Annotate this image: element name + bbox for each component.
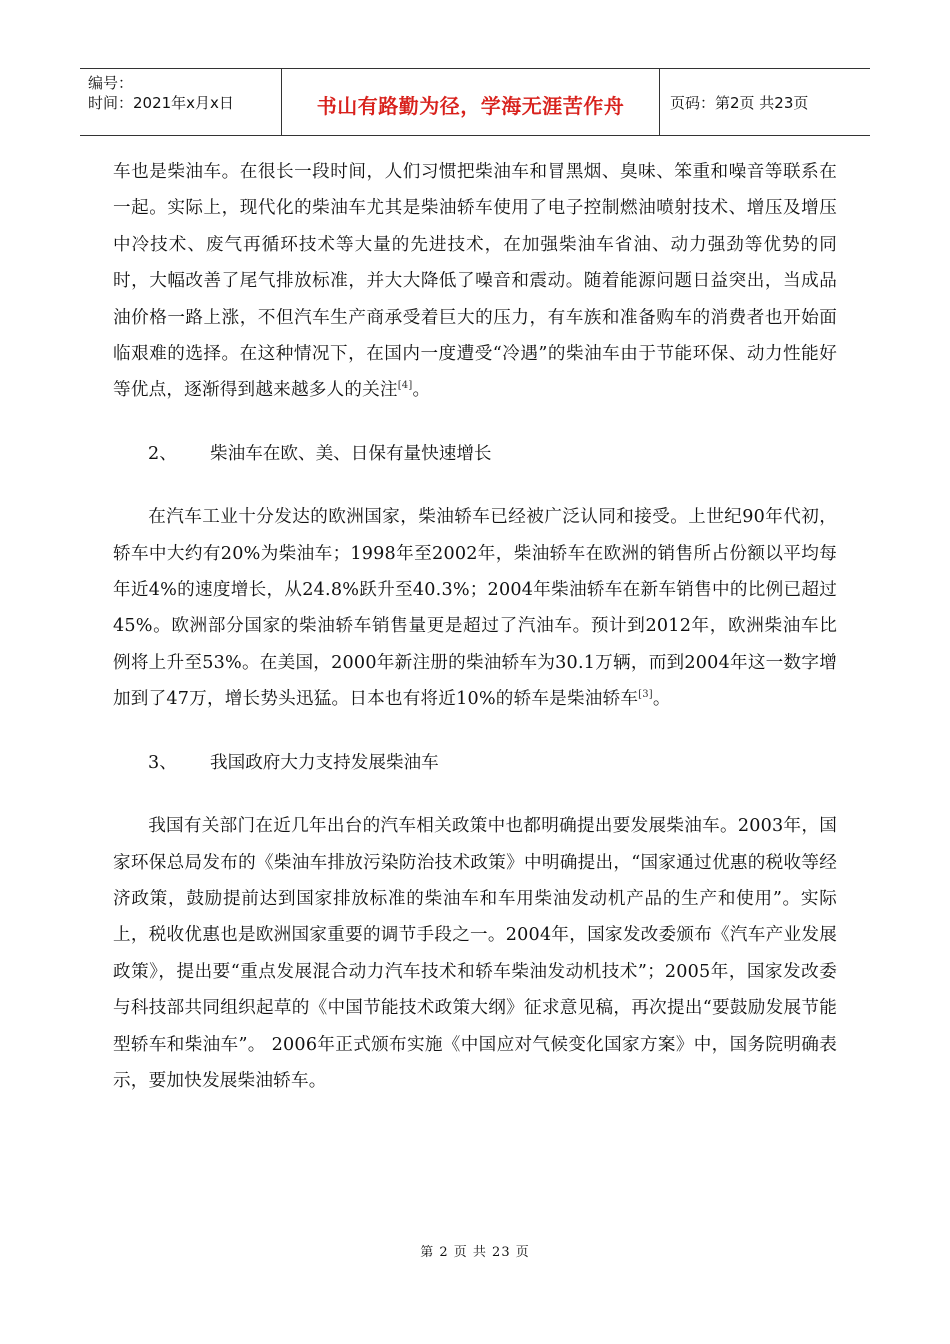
paragraph-3-text: 我国有关部门在近几年出台的汽车相关政策中也都明确提出要发展柴油车。2003年，国家环保总局发布的《柴油车排放污染防治技术政策》中明确提出，“国家通过优惠的税收等经济政策，鼓励提前达到国家排放标准的柴油车和车用柴油发动机产品的生产和使用”。实际上，税收优惠也是欧洲国家重要的调节手段之一。2004年，国家发改委颁布《汽车产业发展政策》，提出要“重点发展混合动力汽车技术和轿车柴油发动机技术”；2005年，国家发改委与科技部共同组织起草的《中国节能技术政策大纲》征求意见稿，再次提出“要鼓励发展节能型轿车和柴油车”。 2006年正式颁布实施《中国应对气候变化国家方案》中，国务院明确表示，要加快发展柴油轿车。 <box>113 816 837 1091</box>
paragraph-2-text: 在汽车工业十分发达的欧洲国家，柴油轿车已经被广泛认同和接受。上世纪90年代初，轿车中大约有20%为柴油车；1998年至2002年，柴油轿车在欧洲的销售所占份额以平均每年近4%的速度增长，从24.8%跃升至40.3%；2004年柴油轿车在新车销售中的比例已超过45%。欧洲部分国家的柴油轿车销售量更是超过了汽油车。预计到2012年，欧洲柴油车比例将上升至53%。在美国，2000年新注册的柴油轿车为30.1万辆，而到2004年这一数字增加到了47万，增长势头迅猛。日本也有将近10%的轿车是柴油轿车 <box>113 507 837 710</box>
page-header <box>80 68 870 136</box>
paragraph-2-end: 。 <box>652 689 671 710</box>
page-footer: 第 2 页 共 23 页 <box>420 1245 530 1260</box>
paragraph-1-text: 车也是柴油车。在很长一段时间，人们习惯把柴油车和冒黑烟、臭味、笨重和噪音等联系在一起。实际上，现代化的柴油车尤其是柴油轿车使用了电子控制燃油喷射技术、增压及增压中冷技术、废气再循环技术等大量的先进技术，在加强柴油车省油、动力强劲等优势的同时，大幅改善了尾气排放标准，并大大降低了噪音和震动。随着能源问题日益突出，当成品油价格一路上涨，不但汽车生产商承受着巨大的压力，有车族和准备购车的消费者也开始面临艰难的选择。在这种情况下，在国内一度遭受“冷遇”的柴油车由于节能环保、动力性能好等优点，逐渐得到越来越多人的关注 <box>113 162 837 401</box>
section-heading-3 <box>113 745 837 781</box>
section-number: 3、 <box>148 752 177 773</box>
paragraph-1-end: 。 <box>412 380 431 401</box>
citation-ref-4[interactable]: [4] <box>397 380 413 392</box>
section-title: 柴油车在欧、美、日保有量快速增长 <box>210 443 492 464</box>
section-title: 我国政府大力支持发展柴油车 <box>210 752 439 773</box>
header-meta-cell <box>80 69 282 135</box>
document-body <box>113 154 837 1099</box>
section-heading-2 <box>113 436 837 472</box>
citation-ref-3[interactable]: [3] <box>638 689 653 701</box>
header-motto: 书山有路勤为径，学海无涯苦作舟 <box>316 93 625 118</box>
header-code-label: 编号： <box>88 74 134 92</box>
header-page-cell <box>660 69 870 135</box>
section-number: 2、 <box>148 443 177 464</box>
paragraph-2 <box>113 499 837 717</box>
header-page-label: 页码：第2页 共23页 <box>670 93 809 112</box>
paragraph-1 <box>113 154 837 409</box>
paragraph-3 <box>113 808 837 1099</box>
header-motto-cell <box>282 69 660 135</box>
header-date-label: 时间：2021年x月x日 <box>88 94 234 112</box>
